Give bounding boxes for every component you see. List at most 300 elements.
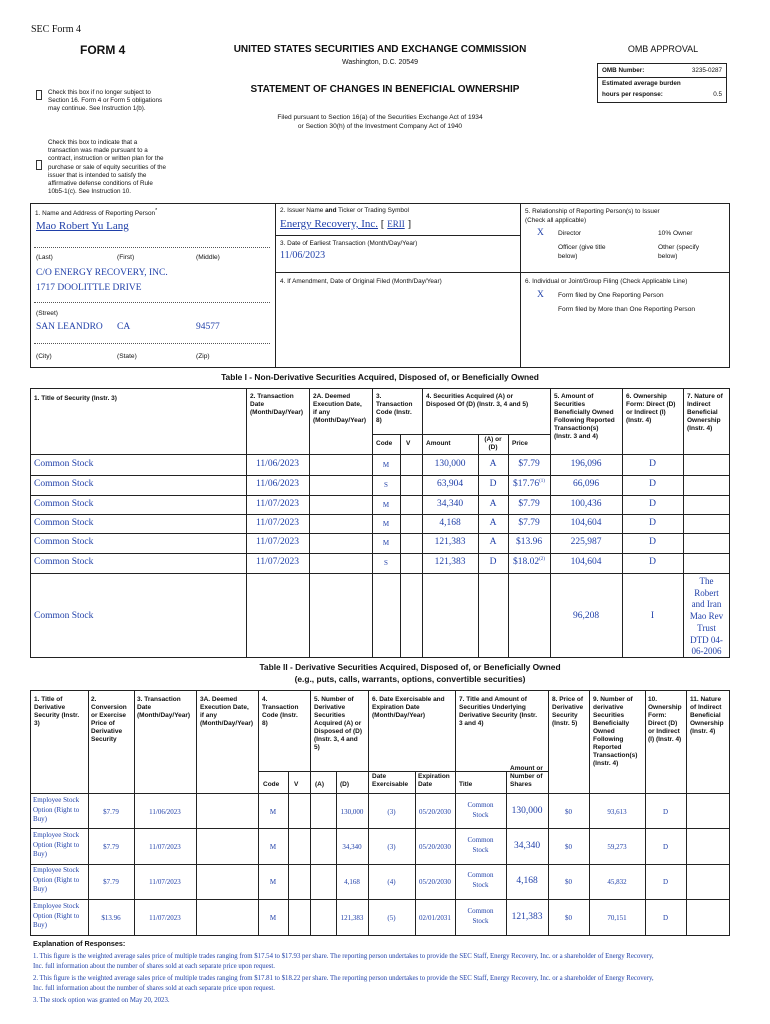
t2-row-expiration: 02/01/2031 xyxy=(419,914,451,922)
t2-title-line: Buy) xyxy=(33,850,47,858)
t2-expiration-line: Date xyxy=(418,781,433,788)
t1-row-title: Common Stock xyxy=(34,557,94,567)
issuer-name[interactable]: Energy Recovery, Inc. xyxy=(280,218,379,230)
t2-title-line: Buy) xyxy=(33,885,47,893)
t2-row-price: $7.79 xyxy=(103,808,119,816)
t1-row-ad: A xyxy=(489,537,497,547)
t2-title-line: Employee Stock xyxy=(33,902,80,910)
t1-h3-line: 8) xyxy=(376,417,382,424)
t1-row-amount: 130,000 xyxy=(434,459,466,469)
t2-exercisable-line: Exercisable xyxy=(372,781,409,788)
t2-h3-line: Date xyxy=(137,704,152,711)
t1-row-price-cell xyxy=(508,537,550,547)
t1-h5-line: Transaction(s) xyxy=(554,425,599,432)
t2-row-date: 11/07/2023 xyxy=(149,878,181,886)
reporting-person-name[interactable]: Mao Robert Yu Lang xyxy=(36,220,129,232)
t2-row-exercisable-fn[interactable]: (3) xyxy=(387,808,396,816)
t1-row-ad: A xyxy=(489,459,497,469)
t2-h7-line: Derivative Security (Instr. xyxy=(459,712,538,719)
t1-h1: 1. Title of Security (Instr. 3) xyxy=(34,395,117,402)
form-reference: SEC Form 4 xyxy=(31,24,82,35)
director-check[interactable]: X xyxy=(537,228,544,238)
explanation-1-line: Inc. full information about the number of shares sold at each separate price upon request. xyxy=(33,962,275,970)
t2-row-form: D xyxy=(662,878,669,886)
t1-v-header: V xyxy=(406,440,411,447)
t2-h4-line: Transaction xyxy=(262,704,299,711)
rule10b5-checkbox[interactable] xyxy=(36,160,42,170)
t1-row-price-cell xyxy=(508,518,550,528)
t1-row-date: 11/07/2023 xyxy=(256,518,299,528)
t2-h3a-line: Execution Date, xyxy=(200,704,249,711)
t2-h2-line: or Exercise xyxy=(91,712,127,719)
t2-h2-line: Price of xyxy=(91,720,115,727)
trust-nature-line: Robert xyxy=(694,587,719,598)
t1-h6-line: (Instr. 4) xyxy=(626,417,652,424)
t1-h4 xyxy=(426,393,528,409)
t2-h3-line: (Month/Day/Year) xyxy=(137,712,191,719)
explanation-2-line: 2. This figure is the weighted average sales price of multiple trades ranging from $17.81 to $18.22 per share. The reporting person undertakes to provide the SEC Staff, Energy Recovery, Inc. or a shareholder of Energy Recovery, xyxy=(33,975,654,982)
t2-h5-line: Derivative xyxy=(314,704,346,711)
box6-label: 6. Individual or Joint/Group Filing (Check Applicable Line) xyxy=(525,278,688,285)
t2-underlying-line: Common xyxy=(467,801,494,809)
t1-row-date: 11/07/2023 xyxy=(256,557,299,567)
trust-nature-line: and Iran xyxy=(691,599,722,610)
t2-row-price8: $0 xyxy=(565,808,572,816)
t1-row-form: D xyxy=(649,518,656,528)
t2-h9-line: Reported xyxy=(593,744,622,751)
t2-h4-line: 4. xyxy=(262,696,268,703)
t2-code-header: Code xyxy=(263,781,280,788)
t1-h5-line: 5. Amount of xyxy=(554,393,594,400)
t2-h6-line: (Month/Day/Year) xyxy=(372,712,426,719)
t2-row-underlying xyxy=(455,906,506,926)
t1-row-code: M xyxy=(382,539,390,547)
box1-label xyxy=(35,208,157,217)
t2-underlying-line: Common xyxy=(467,836,494,844)
t1-h3-line: 3. xyxy=(376,393,382,400)
t1-row-title: Common Stock xyxy=(34,499,94,509)
t2-row-disposed: 4,168 xyxy=(344,878,360,886)
t1-h2-line: Date xyxy=(250,401,265,408)
t2-row-expiration: 05/20/2030 xyxy=(419,878,451,886)
t2-row-underlying xyxy=(455,835,506,855)
t2-row-form: D xyxy=(662,808,669,816)
t1-h4-line: Disposed Of (D) (Instr. 3, 4 and 5) xyxy=(426,401,529,408)
t2-h2-line: Security xyxy=(91,736,117,743)
t2-row-exercisable-fn[interactable]: (4) xyxy=(387,878,396,886)
t2-a-header: (A) xyxy=(315,781,325,788)
t2-row-expiration: 05/20/2030 xyxy=(419,808,451,816)
t1-amount-header: Amount xyxy=(426,440,451,447)
t2-amount-header xyxy=(510,765,543,789)
table2-title-line1: Table II - Derivative Securities Acquired, Disposed of, or Beneficially Owned xyxy=(259,662,561,672)
t2-exercisable-line: Date xyxy=(372,773,387,780)
t2-h9 xyxy=(593,696,637,768)
t2-h6-line: 6. Date Exercisable and xyxy=(372,696,445,703)
ten-percent-label: 10% Owner xyxy=(658,230,693,237)
t2-row-title xyxy=(33,831,79,860)
t2-title-line: Option (Right to xyxy=(33,875,80,884)
t1-h6 xyxy=(626,393,675,425)
other-label xyxy=(658,243,699,261)
t1-row-date: 11/07/2023 xyxy=(256,537,299,547)
one-person-label: Form filed by One Reporting Person xyxy=(558,292,664,299)
t2-h7-line: 7. Title and Amount of xyxy=(459,696,527,703)
box5-label-line1: 5. Relationship of Reporting Person(s) to Issuer xyxy=(525,208,660,215)
t2-h11-line: (Instr. 4) xyxy=(690,728,716,735)
box2-label-c: Ticker or Trading Symbol xyxy=(336,207,409,214)
t2-title-line: Buy) xyxy=(33,921,47,929)
t2-row-disposed: 121,383 xyxy=(340,914,364,922)
state-value: CA xyxy=(117,322,131,332)
filed-pursuant-line2: or Section 30(h) of the Investment Company Act of 1940 xyxy=(297,123,463,130)
t2-h1-line: Security (Instr. xyxy=(34,712,80,719)
t2-h1 xyxy=(34,696,79,728)
filed-pursuant-line1: Filed pursuant to Section 16(a) of the Securities Exchange Act of 1934 xyxy=(277,114,483,121)
t1-row-date: 11/06/2023 xyxy=(256,479,299,489)
t2-h11-line: Beneficial xyxy=(690,712,721,719)
t1-row-owned: 104,604 xyxy=(570,518,602,528)
t1-h3-line: Code (Instr. xyxy=(376,409,412,416)
t2-title-line: Employee Stock xyxy=(33,796,80,804)
t2-row-price: $7.79 xyxy=(103,878,119,886)
t1-h2a-line: if any xyxy=(313,409,330,416)
t2-h1-line: Derivative xyxy=(34,704,66,711)
t2-h8-line: (Instr. 5) xyxy=(552,720,578,727)
t2-h9-line: Beneficially xyxy=(593,720,630,727)
t1-h2a xyxy=(313,393,366,425)
t2-row-owned: 93,613 xyxy=(607,808,627,816)
trust-nature-line: The xyxy=(699,576,714,586)
earliest-transaction-date: 11/06/2023 xyxy=(280,250,326,261)
t2-row-price8: $0 xyxy=(565,914,572,922)
table1-title: Table I - Non-Derivative Securities Acquired, Disposed of, or Beneficially Owned xyxy=(221,372,539,382)
ticker-symbol[interactable]: ERII xyxy=(387,219,405,229)
t2-row-disposed: 34,340 xyxy=(342,843,362,851)
t2-h5 xyxy=(314,696,362,752)
t1-trust-title: Common Stock xyxy=(34,611,94,621)
omb-title: OMB APPROVAL xyxy=(627,44,699,54)
t2-h9-line: derivative xyxy=(593,704,624,711)
t1-h3-line: Transaction xyxy=(376,401,413,408)
t1-h7-line: Ownership xyxy=(687,417,721,424)
t1-row-footnote[interactable]: (1) xyxy=(539,479,545,484)
state-label: (State) xyxy=(117,353,137,360)
officer-label-line1: Officer (give title xyxy=(558,244,606,251)
box5-label xyxy=(525,207,660,225)
t1-row-form: D xyxy=(649,479,656,489)
director-label: Director xyxy=(558,230,582,237)
t1-row-price: $7.79 xyxy=(518,499,540,510)
t1-h5-line: Beneficially Owned xyxy=(554,409,614,416)
t1-row-code: S xyxy=(384,559,388,567)
t2-row-exercisable-fn[interactable]: (3) xyxy=(387,843,396,851)
t2-row-form: D xyxy=(662,914,669,922)
other-label-line1: Other (specify xyxy=(658,244,700,251)
t1-row-title: Common Stock xyxy=(34,459,94,469)
rule10b5-line: transaction was made pursuant to a xyxy=(48,147,148,155)
t1-h7 xyxy=(687,393,723,433)
box2-label-b: and xyxy=(325,207,337,214)
t2-underlying-line: Stock xyxy=(472,881,489,889)
t1-row-title: Common Stock xyxy=(34,518,94,528)
explanation-3: 3. The stock option was granted on May 20, 2023. xyxy=(33,997,170,1004)
t2-h5-line: 5. Number of xyxy=(314,696,354,703)
table2-title-line2: (e.g., puts, calls, warrants, options, convertible securities) xyxy=(294,674,526,684)
t1-row-title: Common Stock xyxy=(34,479,94,489)
box5-label-line2: (Check all applicable) xyxy=(525,217,587,224)
rule10b5-line: issuer that is intended to satisfy the xyxy=(48,171,147,179)
box1-star: * xyxy=(155,208,158,214)
ticker-bracket-close: ] xyxy=(404,218,412,230)
t2-h2-line: Derivative xyxy=(91,728,123,735)
rule10b5-line: contract, instruction or written plan for the xyxy=(48,155,164,163)
t1-h2a-line: (Month/Day/Year) xyxy=(313,417,367,424)
t1-row-amount: 4,168 xyxy=(439,518,461,528)
t1-row-owned: 66,096 xyxy=(572,479,600,489)
t2-row-exercisable-fn[interactable]: (5) xyxy=(387,914,396,922)
t2-h11 xyxy=(690,696,724,736)
t1-h2-line: 2. Transaction xyxy=(250,393,294,400)
t2-h3a-line: (Month/Day/Year) xyxy=(200,720,254,727)
t1-row-code: M xyxy=(382,520,390,528)
address-line2: 1717 DOOLITTLE DRIVE xyxy=(36,283,142,293)
t1-row-owned: 100,436 xyxy=(570,499,602,509)
table2-title xyxy=(30,661,770,685)
t2-h6 xyxy=(372,696,445,720)
box4-label: 4. If Amendment, Date of Original Filed (Month/Day/Year) xyxy=(280,278,442,285)
t1-row-price-cell xyxy=(508,459,550,469)
rule10b5-line: 10b5-1(c). See Instruction 10. xyxy=(48,188,131,196)
t2-row-date: 11/07/2023 xyxy=(149,914,181,922)
t1-trust-nature xyxy=(683,576,730,658)
t2-row-title xyxy=(33,866,79,895)
explanation-1-line: 1. This figure is the weighted average sales price of multiple trades ranging from $17.54 to $17.93 per share. The reporting person undertakes to provide the SEC Staff, Energy Recovery, Inc. or a shareholder of Energy Recovery, xyxy=(33,953,654,960)
t1-row-owned: 225,987 xyxy=(570,537,602,547)
filed-pursuant xyxy=(195,113,565,131)
t2-h5-line: Acquired (A) or xyxy=(314,720,362,727)
t1-h2a-line: 2A. Deemed xyxy=(313,393,351,400)
t1-h6-line: Form: Direct (D) xyxy=(626,401,676,408)
t2-h11-line: 11. Nature xyxy=(690,696,722,703)
t1-row-owned: 196,096 xyxy=(570,459,602,469)
t1-row-ad: A xyxy=(489,518,497,528)
rule10b5-line: Check this box to indicate that a xyxy=(48,139,138,146)
t2-h3a xyxy=(200,696,253,728)
explanation-2 xyxy=(33,974,733,993)
t1-row-code: M xyxy=(382,501,390,509)
middle-label: (Middle) xyxy=(196,254,220,261)
box3-label: 3. Date of Earliest Transaction (Month/Day/Year) xyxy=(280,240,418,247)
t1-row-date: 11/06/2023 xyxy=(256,459,299,469)
t2-row-owned: 45,832 xyxy=(607,878,627,886)
t2-row-shares: 121,383 xyxy=(511,912,543,922)
explanation-title: Explanation of Responses: xyxy=(33,939,126,948)
omb-hours-label: hours per response: xyxy=(602,91,663,98)
t1-h5 xyxy=(554,393,615,441)
t2-h9-line: Owned xyxy=(593,728,615,735)
t2-h9-line: Securities xyxy=(593,712,625,719)
t1-h4-line: 4. Securities Acquired (A) or xyxy=(426,393,514,400)
t2-h9-line: Transaction(s) xyxy=(593,752,638,759)
t2-underlying-line: Common xyxy=(467,907,494,915)
t2-h4-line: Code (Instr. xyxy=(262,712,298,719)
t2-row-shares: 4,168 xyxy=(516,876,538,886)
t2-row-code: M xyxy=(269,808,277,816)
t2-h1-line: 3) xyxy=(34,720,40,727)
t1-row-price: $7.79 xyxy=(518,459,540,470)
t1-row-amount: 121,383 xyxy=(434,557,466,567)
t2-h11-line: Ownership xyxy=(690,720,724,727)
t2-h8-line: Security xyxy=(552,712,578,719)
rule10b5-line: affirmative defense conditions of Rule xyxy=(48,180,153,188)
t2-row-price: $13.96 xyxy=(101,914,121,922)
t1-row-price: $13.96 xyxy=(515,537,543,548)
t2-h8-line: 8. Price of xyxy=(552,696,584,703)
t2-h10-line: Form: xyxy=(648,712,667,719)
agency-city: Washington, D.C. 20549 xyxy=(341,59,418,66)
t2-h4-line: 8) xyxy=(262,720,268,727)
t2-expiration-header xyxy=(418,773,450,789)
t2-h3a-line: 3A. Deemed xyxy=(200,696,238,703)
t2-row-disposed: 130,000 xyxy=(340,808,364,816)
t2-row-code: M xyxy=(269,878,277,886)
t1-row-owned: 104,604 xyxy=(570,557,602,567)
box1-label-text: 1. Name and Address of Reporting Person xyxy=(35,210,156,218)
t2-amount-line: Shares xyxy=(510,781,532,788)
address-line1: C/O ENERGY RECOVERY, INC. xyxy=(36,268,168,278)
t2-title-line: Buy) xyxy=(33,815,47,823)
street-label: (Street) xyxy=(36,310,58,317)
t2-d-header: (D) xyxy=(340,781,350,788)
t1-trust-form: I xyxy=(650,611,655,621)
other-label-line2: below) xyxy=(658,253,678,260)
t2-h3 xyxy=(137,696,190,720)
officer-label xyxy=(558,243,606,261)
t2-underlying-line: Stock xyxy=(472,917,489,925)
agency-title: UNITED STATES SECURITIES AND EXCHANGE COMMISSION xyxy=(233,44,527,55)
zip-value: 94577 xyxy=(196,322,220,332)
t1-row-title: Common Stock xyxy=(34,537,94,547)
t2-v-header: V xyxy=(294,781,299,788)
t2-row-code: M xyxy=(269,843,277,851)
t1-price-header: Price xyxy=(512,440,528,447)
first-label: (First) xyxy=(117,254,135,261)
t2-h9-line: 9. Number of xyxy=(593,696,633,703)
t1-row-price-cell xyxy=(508,479,550,489)
t2-h1-line: 1. Title of xyxy=(34,696,63,703)
issuer-line xyxy=(280,218,411,230)
t1-row-price: $7.79 xyxy=(518,518,540,529)
t1-h2-line: (Month/Day/Year) xyxy=(250,409,304,416)
t2-row-underlying xyxy=(455,870,506,890)
one-person-check[interactable]: X xyxy=(537,290,544,300)
t2-row-price8: $0 xyxy=(565,843,572,851)
t1-h5-line: (Instr. 3 and 4) xyxy=(554,433,599,440)
t1-row-price-cell xyxy=(508,499,550,509)
t1-row-ad: D xyxy=(489,557,497,567)
t2-h4 xyxy=(262,696,298,728)
t1-row-amount: 121,383 xyxy=(434,537,466,547)
trust-nature-line: DTD 04- xyxy=(690,634,723,645)
t1-h6-line: 6. Ownership xyxy=(626,393,667,400)
t1-row-amount: 34,340 xyxy=(436,499,464,509)
t2-h10 xyxy=(648,696,682,744)
trust-nature-line: Trust xyxy=(697,622,716,633)
t1-h2 xyxy=(250,393,303,417)
t1-ad-line: (A) or xyxy=(484,436,502,443)
t1-row-form: D xyxy=(649,557,656,567)
t1-h7-line: 7. Nature of xyxy=(687,393,723,400)
t2-title-line: Option (Right to xyxy=(33,911,80,920)
t2-h7-line: 3 and 4) xyxy=(459,720,484,727)
omb-number-value: 3235-0287 xyxy=(691,67,722,74)
t2-underlying-line: Common xyxy=(467,871,494,879)
t2-h8 xyxy=(552,696,583,728)
trust-nature-line: 06-2006 xyxy=(691,646,722,657)
t1-row-ad: D xyxy=(489,479,497,489)
t1-row-form: D xyxy=(649,537,656,547)
t2-expiration-line: Expiration xyxy=(418,773,450,780)
box2-label xyxy=(280,207,409,214)
t2-row-underlying xyxy=(455,800,506,820)
t1-ad-line: (D) xyxy=(488,444,498,451)
t2-title-line: Employee Stock xyxy=(33,866,80,874)
t1-row-form: D xyxy=(649,459,656,469)
t2-h6-line: Expiration Date xyxy=(372,704,420,711)
t2-h5-line: Disposed of (D) xyxy=(314,728,363,735)
t1-h7-line: Indirect xyxy=(687,401,711,408)
box2-label-a: 2. Issuer Name xyxy=(280,207,326,214)
t2-h10-line: or Indirect xyxy=(648,728,680,735)
t2-h3a-line: if any xyxy=(200,712,217,719)
t1-trust-owned: 96,208 xyxy=(572,611,600,621)
t2-row-title xyxy=(33,796,79,825)
t2-row-shares: 34,340 xyxy=(513,841,541,851)
t2-title-line: Option (Right to xyxy=(33,840,80,849)
t2-row-code: M xyxy=(269,914,277,922)
t2-h10-line: Ownership xyxy=(648,704,682,711)
t2-amount-line: Amount or xyxy=(510,765,543,772)
section16-text xyxy=(48,89,162,113)
t1-h7-line: Beneficial xyxy=(687,409,718,416)
t2-h2 xyxy=(91,696,127,744)
t2-amount-line: Number of xyxy=(510,773,543,780)
t1-ad-header xyxy=(478,436,508,452)
t1-h5-line: Securities xyxy=(554,401,586,408)
trust-nature-line: Mao Rev xyxy=(689,611,724,622)
t2-h9-line: (Instr. 4) xyxy=(593,760,619,767)
t2-h2-line: Conversion xyxy=(91,704,127,711)
t2-h2-line: 2. xyxy=(91,696,97,703)
omb-burden-label: Estimated average burden xyxy=(602,80,681,87)
t1-row-footnote[interactable]: (2) xyxy=(539,557,545,562)
t2-row-price8: $0 xyxy=(565,878,572,886)
explanation-2-line: Inc. full information about the number of shares sold at each separate price upon request. xyxy=(33,984,275,992)
t2-h10-line: Direct (D) xyxy=(648,720,678,727)
form-title: FORM 4 xyxy=(80,43,126,57)
t2-h10-line: (I) (Instr. 4) xyxy=(648,736,682,743)
t2-h5-line: Securities xyxy=(314,712,346,719)
statement-title: STATEMENT OF CHANGES IN BENEFICIAL OWNERSHIP xyxy=(250,84,520,95)
t1-row-price: $17.76 xyxy=(513,479,540,490)
t2-row-expiration: 05/20/2030 xyxy=(419,843,451,851)
t1-row-code: S xyxy=(384,481,388,489)
ticker-bracket-open: [ xyxy=(380,218,388,230)
t2-row-owned: 59,273 xyxy=(607,843,627,851)
t2-title-header: Title xyxy=(459,781,473,788)
section16-checkbox[interactable] xyxy=(36,90,42,100)
